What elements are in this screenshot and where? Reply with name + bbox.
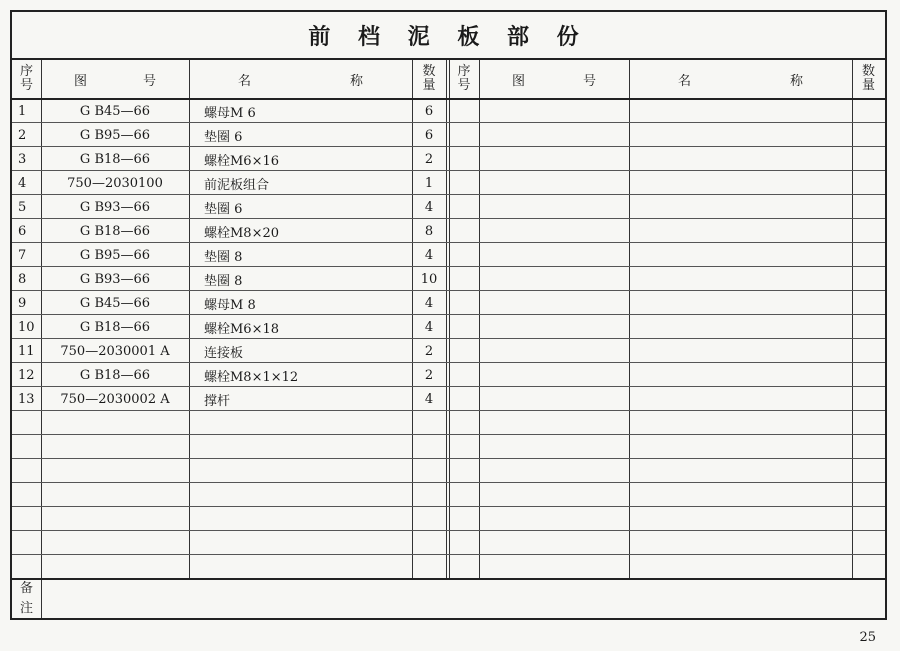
row-rule: [12, 530, 885, 531]
row-rule: [12, 482, 885, 483]
cell-name: 垫圈 6: [204, 201, 243, 217]
cell-name: 螺栓M8×20: [204, 225, 280, 241]
header-seq-char: 号: [19, 78, 33, 93]
cell-name: 垫圈 6: [204, 129, 243, 145]
cell-drawing-no: G B45—66: [79, 103, 151, 119]
column-divider: [479, 60, 480, 578]
cell-name: 螺栓M6×16: [204, 153, 280, 169]
row-rule: [12, 362, 885, 363]
cell-qty: 6: [424, 127, 434, 143]
column-divider: [189, 60, 190, 578]
row-rule: [12, 218, 885, 219]
cell-qty: 4: [424, 247, 434, 263]
header-qty-char: 数: [422, 64, 436, 79]
row-rule: [12, 410, 885, 411]
cell-seq: 1: [18, 103, 27, 119]
cell-qty: 10: [420, 271, 438, 287]
row-rule: [12, 242, 885, 243]
cell-drawing-no: G B18—66: [79, 151, 151, 167]
header-name-right-char: 名: [678, 73, 692, 89]
cell-drawing-no: G B95—66: [79, 247, 151, 263]
remarks-char: 注: [19, 601, 33, 616]
cell-drawing-no: G B18—66: [79, 367, 151, 383]
header-seq: [12, 60, 41, 98]
cell-qty: 8: [424, 223, 434, 239]
remarks-area: [42, 580, 885, 618]
cell-seq: 12: [18, 367, 35, 383]
header-qty: [412, 60, 446, 98]
cell-name: 螺栓M8×1×12: [204, 369, 299, 385]
column-divider: [852, 60, 853, 578]
header-qty-right: [852, 60, 885, 98]
row-rule: [12, 386, 885, 387]
row-rule: [12, 290, 885, 291]
cell-qty: 1: [424, 175, 434, 191]
row-rule: [12, 146, 885, 147]
row-rule: [12, 122, 885, 123]
cell-name: 垫圈 8: [204, 273, 243, 289]
cell-seq: 6: [18, 223, 27, 239]
cell-qty: 6: [424, 103, 434, 119]
cell-seq: 4: [18, 175, 27, 191]
cell-seq: 11: [18, 343, 35, 359]
cell-qty: 4: [424, 391, 434, 407]
cell-seq: 2: [18, 127, 27, 143]
cell-qty: 4: [424, 199, 434, 215]
cell-drawing-no: 750—2030100: [67, 175, 163, 191]
cell-seq: 8: [18, 271, 27, 287]
cell-drawing-no: G B18—66: [79, 223, 151, 239]
cell-seq: 3: [18, 151, 27, 167]
row-rule: [12, 266, 885, 267]
header-seq-right-char: 号: [457, 78, 471, 93]
header-drawing-no-right-char: 号: [582, 73, 596, 89]
header-drawing-no-right-char: 图: [512, 73, 526, 89]
column-divider: [449, 60, 450, 578]
cell-qty: 2: [424, 343, 434, 359]
cell-seq: 9: [18, 295, 27, 311]
cell-drawing-no: G B93—66: [79, 199, 151, 215]
cell-name: 撑杆: [204, 393, 231, 409]
header-seq-right: [449, 60, 479, 98]
cell-qty: 4: [424, 295, 434, 311]
header-qty-right-char: 数: [861, 64, 875, 79]
cell-name: 螺栓M6×18: [204, 321, 280, 337]
header-name: [189, 60, 412, 98]
header-drawing-no-char: 号: [142, 73, 156, 89]
row-rule: [12, 170, 885, 171]
cell-name: 连接板: [204, 345, 244, 361]
header-name-char: 名: [238, 73, 252, 89]
cell-qty: 2: [424, 367, 434, 383]
cell-name: 垫圈 8: [204, 249, 243, 265]
row-rule: [12, 458, 885, 459]
header-name-right-char: 称: [789, 73, 803, 89]
column-divider: [629, 60, 630, 578]
cell-qty: 4: [424, 319, 434, 335]
column-divider: [446, 60, 447, 578]
header-name-char: 称: [349, 73, 363, 89]
cell-qty: 2: [424, 151, 434, 167]
row-rule: [12, 314, 885, 315]
cell-seq: 10: [18, 319, 35, 335]
cell-drawing-no: G B18—66: [79, 319, 151, 335]
cell-name: 螺母M 6: [204, 105, 256, 121]
header-drawing-no-char: 图: [74, 73, 88, 89]
row-rule: [12, 434, 885, 435]
cell-drawing-no: G B93—66: [79, 271, 151, 287]
page-number: 25: [859, 630, 876, 645]
header-drawing-no-right: [479, 60, 629, 98]
row-rule: [12, 506, 885, 507]
header-seq-right-char: 序: [457, 64, 471, 79]
row-rule: [12, 194, 885, 195]
cell-drawing-no: 750—2030001 A: [60, 343, 170, 359]
remarks-label: [12, 580, 41, 618]
header-drawing-no: [41, 60, 189, 98]
header-seq-char: 序: [19, 64, 33, 79]
header-qty-right-char: 量: [861, 78, 875, 93]
parts-list-sheet: [10, 10, 887, 620]
header-name-right: [629, 60, 852, 98]
cell-seq: 7: [18, 247, 27, 263]
cell-drawing-no: 750—2030002 A: [60, 391, 170, 407]
row-rule: [12, 554, 885, 555]
cell-seq: 5: [18, 199, 27, 215]
remarks-char: 备: [19, 581, 33, 596]
cell-drawing-no: G B95—66: [79, 127, 151, 143]
row-rule: [12, 338, 885, 339]
cell-name: 螺母M 8: [204, 297, 256, 313]
cell-name: 前泥板组合: [204, 177, 270, 193]
header-qty-char: 量: [422, 78, 436, 93]
page-title: 前 档 泥 板 部 份: [12, 12, 885, 60]
cell-drawing-no: G B45—66: [79, 295, 151, 311]
cell-seq: 13: [18, 391, 35, 407]
